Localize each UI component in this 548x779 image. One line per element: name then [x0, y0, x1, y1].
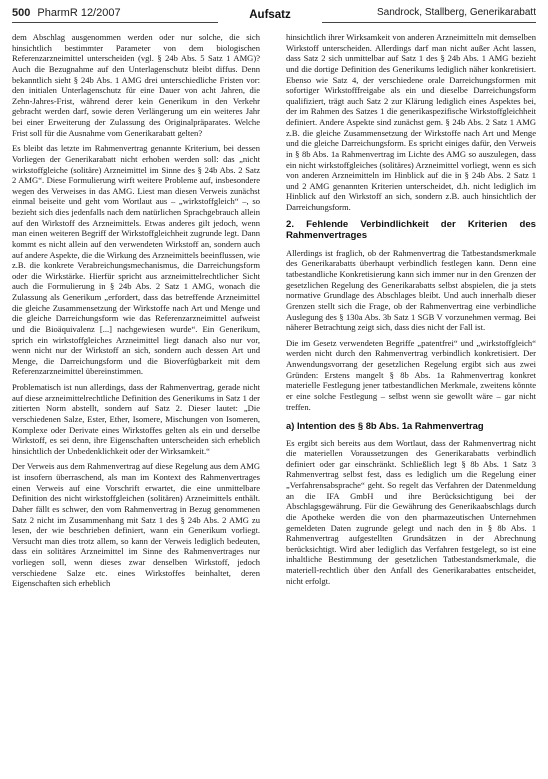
- section-label: Aufsatz: [218, 0, 322, 26]
- paragraph: dem Abschlag ausgenommen werden oder nur solche, die sich hinsichtlich bestimmter Parameter von dem biologischen Referenzarzneimittel unterscheiden (vgl. § 24b Abs. 5 Satz 1 AMG)? Auch die Bezugnahme auf den Unterlagenschutz bleibt diffus. Denn bekanntlich sieht § 24b Abs. 1 AMG drei unterschiedliche Fristen vor: den initialen Unterlagenschutz für eine Dauer von acht Jahren, die Zehn-Jahres-Frist, während derer kein Generikum in den Verkehr gebracht werden darf, sowie deren Verlängerung um ein weiteres Jahr bei einer Erweiterung der Zulassung des Originalpräparates. Welche Frist soll für die Ausnahme vom Generikarabatt gelten?: [12, 32, 260, 138]
- paragraph: Problematisch ist nun allerdings, dass der Rahmenvertrag, gerade nicht auf diese arzneimittelrechtliche Definition des Generikums in Satz 1 der zitierten Norm abstellt, sondern auf Satz 2. Dieser lautet: „Die verschiedenen Salze, Ester, Ether, Isomere, Mischungen von Isomeren, Komplexe oder Derivate eines Wirkstoffes gelten als ein und derselbe Wirkstoff, es sei denn, ihre Eigenschaften unterscheiden sich erheblich hinsichtlich der Unbedenklichkeit oder der Wirksamkeit.“: [12, 382, 260, 456]
- section-heading: 2. Fehlende Verbindlichkeit der Kriterien des Rahmenvertrages: [286, 218, 536, 242]
- paragraph: Es bleibt das letzte im Rahmenvertrag genannte Kriterium, bei dessen Vorliegen der Generikarabatt nicht erhoben werden soll: das „nicht wirkstoffgleiche (solitäre) Arzneimittel im Sinne des § 24b Abs. 2 Satz 2 AMG“. Diese Formulierung wirft weitere Probleme auf, insbesondere wegen des Verweises in das AMG. Liest man diesen Verweis zunächst einmal beiseite und geht vom Wortlaut aus – „wirkstoffgleich“ –, so bezieht sich dies jedenfalls nach dem natürlichen Sprachgebrauch allein auf den Wirkstoff des Arzneimittels. Etwas anderes gilt jedoch, wenn man einen weiteren Begriff der Wirkstoffgleichheit zugrunde legt. Dann kommt es nicht allein auf den verwendeten Wirkstoff an, sondern auch auf andere Aspekte, die die Wirkung des Arzneimittels beeinflussen, wie z.B. die konkrete Verabreichungsmechanismus, die Darreichungsform oder die Wirkstärke. Hierfür spricht aus arzneimittelrechtlicher Sicht auch die Formulierung in § 24b Abs. 2 Satz 1 AMG, wonach die Zulassung als Generikum „erfordert, dass das betreffende Arzneimittel die gleiche Zusammensetzung der Wirkstoffe nach Art und Menge und die gleiche Darreichungsform wie das Referenzarzneimittel aufweist und die Bioäquivalenz [...] nachgewiesen wurde“. Ein Generikum, sprich ein wirkstoffgleiches Arzneimittel liegt danach also nur vor, wenn nicht nur der Wirkstoff an sich, sondern auch dessen Art und Menge, die Darreichungsform und die Bioverfügbarkeit mit dem Referenzarzneimittel übereinstimmen.: [12, 143, 260, 377]
- page-number: 500: [12, 7, 31, 19]
- page-header: [0, 0, 548, 30]
- subsection-heading: a) Intention des § 8b Abs. 1a Rahmenvertrag: [286, 420, 484, 432]
- paragraph: Der Verweis aus dem Rahmenvertrag auf diese Regelung aus dem AMG ist insofern überraschend, als man im Kontext des Rahmenvertrages einen Verweis auf eine Vorschrift erwartet, die eine unmittelbare Definition des nicht wirkstoffgleichen (solitären) Arzneimittels enthält. Daher fällt es schwer, den vom Rahmenvertrag in Bezug genommenen Satz 2 nicht im Zusammenhang mit Satz 1 des § 24b Abs. 2 AMG zu lesen, der wie beschrieben definiert, wann ein Generikum vorliegt. Versucht man dies trotz allem, so kann der Verweis lediglich bedeuten, dass ein solitäres Arzneimittel im Sinne des Rahmenvertrages nur vorliegen soll, wenn dieses zwar denselben Wirkstoff, jedoch verschiedene Salze etc. eines Wirkstoffes beinhaltet, deren Eigenschaften sich erheblich: [12, 461, 260, 589]
- right-column: [286, 32, 536, 774]
- paragraph: hinsichtlich ihrer Wirksamkeit von anderen Arzneimitteln mit demselben Wirkstoff unterscheiden. Allerdings darf man nicht außer Acht lassen, dass Satz 2 sich unmittelbar auf Satz 1 des § 24b Abs. 1 AMG bezieht und die dortige Definition des Generikums lediglich näher konkretisiert. Ebenso wie Satz 4, der verschiedene orale Darreichungsformen mit sofortiger Wirkstofffreigabe als ein und dieselbe Darreichungsform qualifiziert, trägt auch Satz 2 zur Klärung lediglich eines Aspektes bei, der im Rahmen des Satzes 1 die generikaspezifische Wirkstoffgleichheit definiert. Andere Aspekte sind zunächst gem. § 24b Abs. 2 Satz 1 AMG z.B. die gleiche Zusammensetzung der Wirkstoffe nach Art und Menge und die gleiche Darreichungsform. Es spricht einiges dafür, den Verweis in § 8b Abs. 1a Rahmenvertrag im Lichte des AMG so auszulegen, dass ein nicht wirkstoffgleiches (solitäres) Arzneimittel vorliegt, wenn es sich von anderen Arzneimitteln im Hinblick auf die in § 24b Abs. 2 Satz 1 und 2 AMG genannten Kriterien unterscheidet, d.h. nicht lediglich im Hinblick auf den Wirkstoff an sich, sondern z.B. auch hinsichtlich der Darreichungsform.: [286, 32, 536, 212]
- author-title: Sandrock, Stallberg, Generikarabatt: [377, 7, 536, 18]
- header-left: [12, 7, 121, 19]
- paragraph: Die im Gesetz verwendeten Begriffe „patentfrei“ und „wirkstoffgleich“ werden nicht durch den Rahmenvertrag verbindlich konkretisiert. Der Anwendungsvorrang der gesetzlichen Regelung ergibt sich aus zwei Gründen: Erstens mangelt § 8b Abs. 1a Rahmenvertrag konkret materielle Festlegung jener tatbestandlichen Merkmale, zweitens könnte er eine solche Festlegung – selbst wenn sie gewollt wäre – gar nicht treffen.: [286, 337, 536, 412]
- journal-name: PharmR 12/2007: [37, 7, 121, 19]
- left-column: [12, 32, 260, 774]
- paragraph: Es ergibt sich bereits aus dem Wortlaut, dass der Rahmenvertrag nicht die materiellen Voraussetzungen des Generikarabatts verbindlich definiert oder gar einschränkt. Schließlich legt § 8b Abs. 1 Satz 3 Rahmenvertrag selbst fest, dass es lediglich um die Regelung einer „Verfahrensabsprache“ geht. So regelt das Verfahren der Datenmeldung an die IFA GmbH und ihre Berücksichtigung bei der Abschlagsgewährung. Für die Gewährung des Generikaabschlags durch die Apotheke werden die von den pharmazeutischen Unternehmen gemeldeten Daten zugrunde gelegt und nach den in § 8b Abs. 1 Rahmenvertrag aufgestellten Grundsätzen in der Abrechnung berücksichtigt. Wird aber lediglich das Verfahren festgelegt, so ist eine inhaltliche Bestimmung der gesetzlichen Tatbestandsmerkmale, die materiell-rechtlich über den Anfall des Generikarabattes entscheidet, nicht erfolgt.: [286, 437, 536, 586]
- paragraph: Allerdings ist fraglich, ob der Rahmenvertrag die Tatbestandsmerkmale des Generikarabatts überhaupt verbindlich festlegen kann. Denn eine tatbestandliche Konkretisierung kann sich immer nur in den Grenzen der gesetzlichen Regelung des Generikarabatts selbst abspielen, die ja stets normative Grundlage des Abschlages bleibt. Und auch innerhalb dieser Grenzen stellt sich die Frage, ob der Rahmenvertrag eine verbindliche Auslegung des § 130a Abs. 3b Satz 1 SGB V vorzunehmen vermag. Bei näherer Betrachtung zeigt sich, dass dies nicht der Fall ist.: [286, 247, 536, 333]
